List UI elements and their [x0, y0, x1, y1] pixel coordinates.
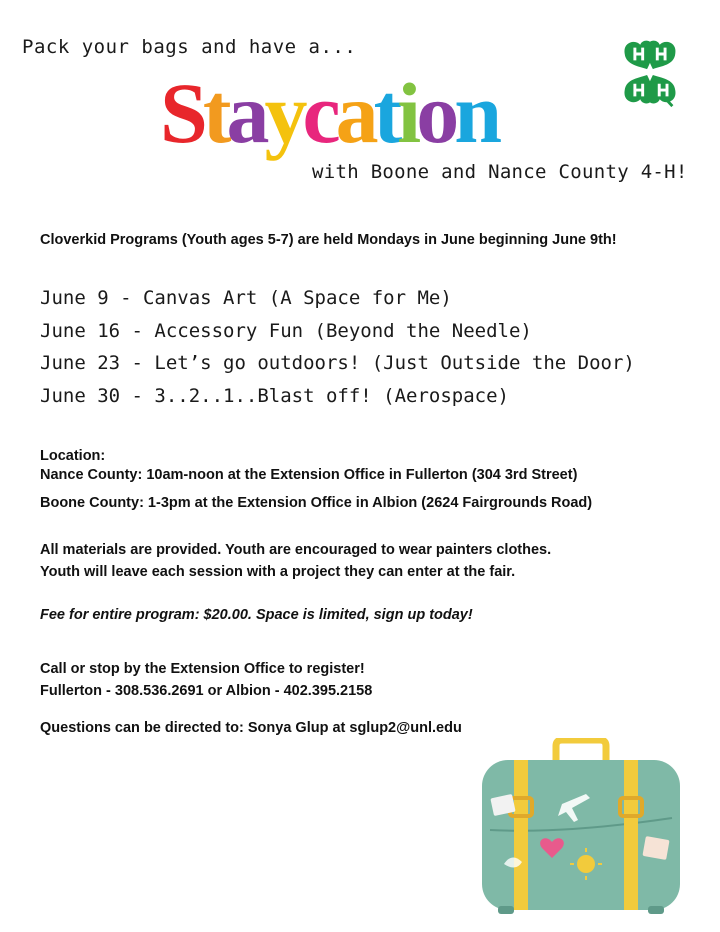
schedule-item: June 16 - Accessory Fun (Beyond the Needle)	[40, 319, 532, 342]
schedule-item: June 30 - 3..2..1..Blast off! (Aerospace)	[40, 384, 509, 407]
intro-text: Cloverkid Programs (Youth ages 5-7) are held Mondays in June beginning June 9th!	[40, 232, 617, 248]
sun-icon	[577, 855, 595, 873]
title-letter: o	[416, 65, 455, 161]
materials-section	[40, 539, 551, 583]
title-letter: a	[226, 65, 265, 161]
tagline: Pack your bags and have a...	[22, 36, 357, 58]
title-letter: y	[264, 65, 303, 161]
title-letter: t	[373, 65, 398, 161]
suitcase-handle	[556, 740, 606, 760]
fee-notice: Fee for entire program: $20.00. Space is limited, sign up today!	[40, 607, 473, 623]
four-h-clover-icon	[610, 36, 688, 110]
schedule-item: June 9 - Canvas Art (A Space for Me)	[40, 287, 452, 309]
materials-line: Youth will leave each session with a project they can enter at the fair.	[40, 564, 516, 580]
suitcase-foot	[498, 906, 514, 914]
suitcase-strap	[514, 760, 528, 910]
nance-county-location: Nance County: 10am-noon at the Extension Office in Fullerton (304 3rd Street)	[40, 467, 578, 483]
title-letter: S	[160, 65, 203, 161]
register-section	[40, 658, 372, 702]
schedule-list	[40, 284, 635, 414]
suitcase-foot	[648, 906, 664, 914]
travel-sticker	[642, 836, 669, 860]
schedule-item: June 23 - Let’s go outdoors! (Just Outside the Door)	[40, 352, 635, 374]
title-letter: a	[335, 65, 374, 161]
suitcase-body	[482, 760, 680, 910]
subtitle: with Boone and Nance County 4-H!	[312, 161, 688, 183]
materials-line: All materials are provided. Youth are encouraged to wear painters clothes.	[40, 542, 552, 558]
title-letter: c	[302, 65, 336, 161]
title-letter: n	[454, 65, 498, 161]
register-phones: Fullerton - 308.536.2691 or Albion - 402.395.2158	[40, 683, 373, 699]
title-letter: t	[202, 65, 227, 161]
location-section	[40, 447, 592, 513]
register-call: Call or stop by the Extension Office to register!	[40, 661, 365, 677]
title-letter: i	[397, 65, 417, 161]
location-heading: Location:	[40, 448, 106, 464]
suitcase-strap	[624, 760, 638, 910]
questions-contact: Questions can be directed to: Sonya Glup at sglup2@unl.edu	[40, 720, 462, 736]
page-title	[160, 65, 498, 161]
boone-county-location: Boone County: 1-3pm at the Extension Office in Albion (2624 Fairgrounds Road)	[40, 495, 593, 511]
suitcase-icon	[474, 738, 688, 920]
